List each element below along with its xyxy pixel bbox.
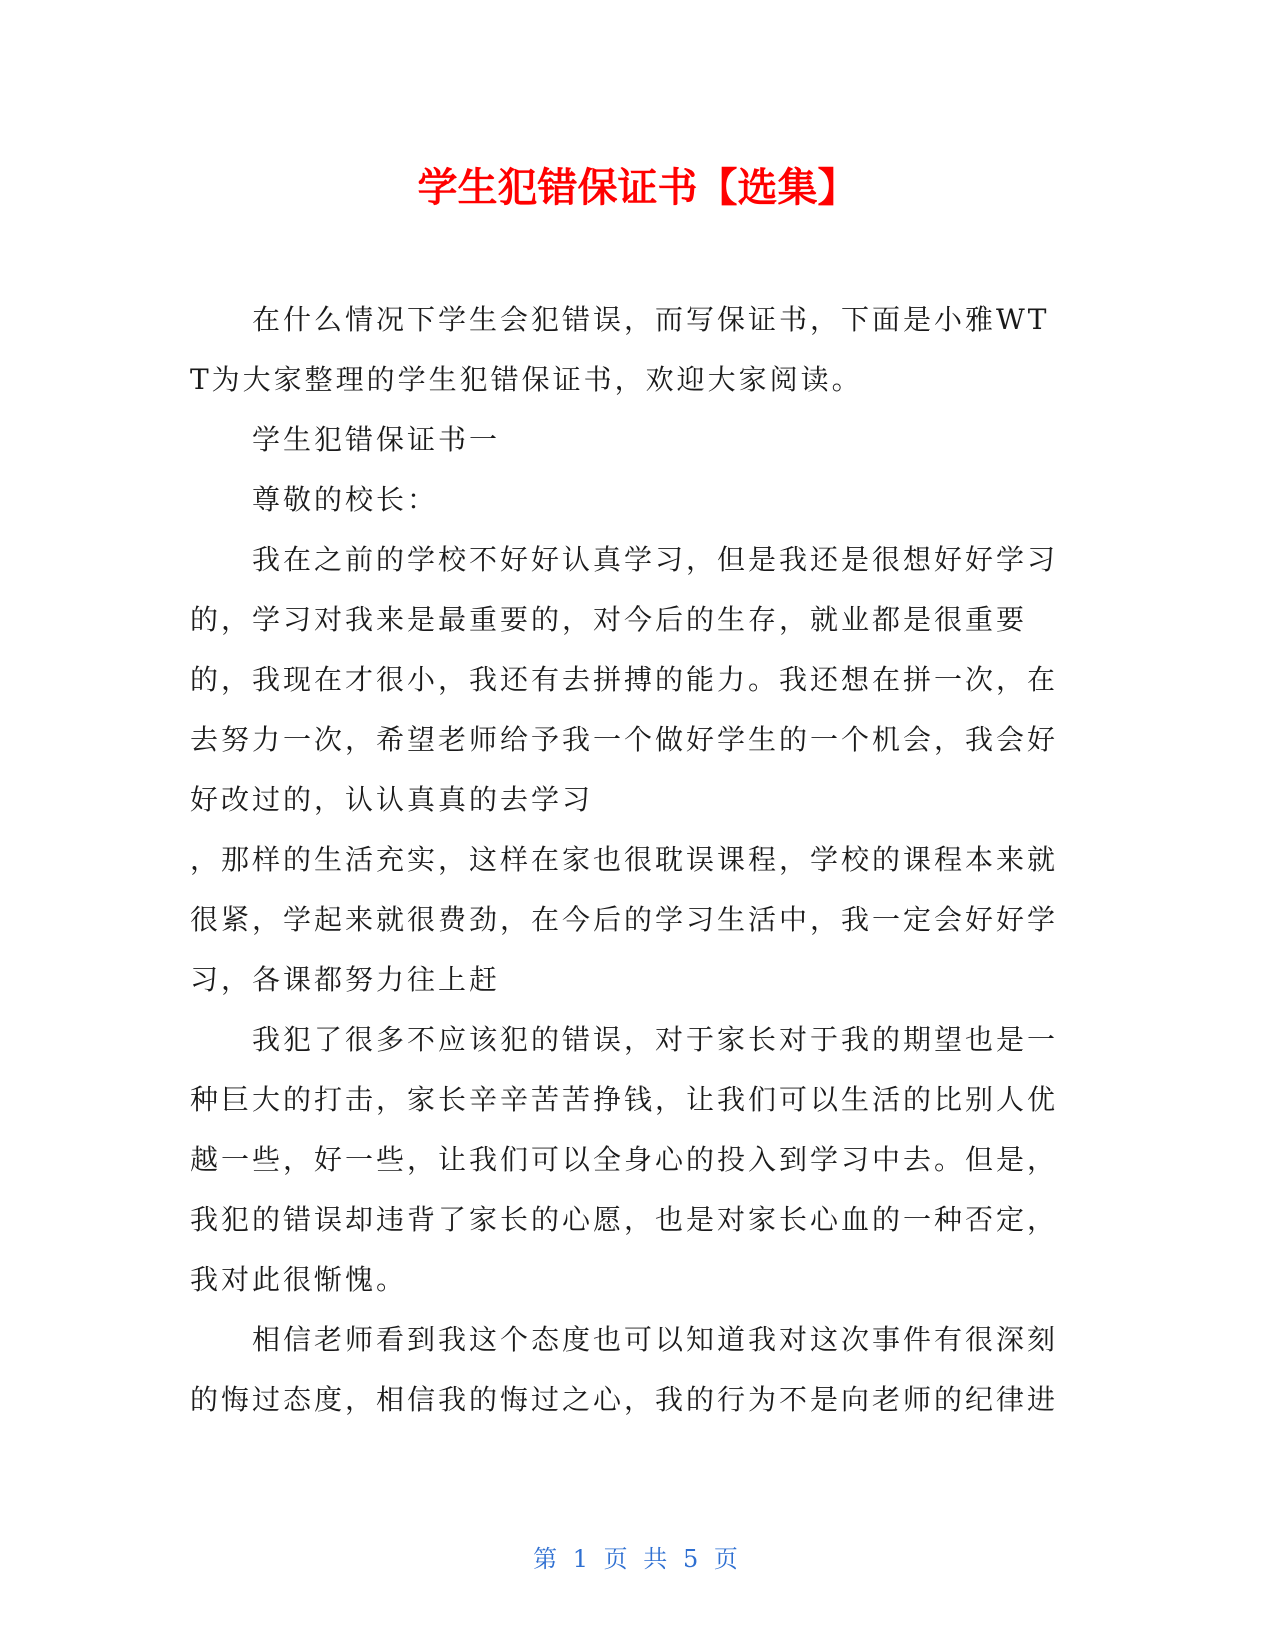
salutation: 尊敬的校长： <box>252 483 439 516</box>
paragraph-repentance: 相信老师看到我这个态度也可以知道我对这次事件有很深刻的悔过态度，相信我的悔过之心，我的行为不是向老师的纪律进 <box>190 1323 1059 1416</box>
paragraph-parents: 我犯了很多不应该犯的错误，对于家长对于我的期望也是一种巨大的打击，家长辛辛苦苦挣钱，让我们可以生活的比别人优越一些，好一些，让我们可以全身心的投入到学习中去。但是，我犯的错误却违背了家长的心愿，也是对家长心血的一种否定，我对此很惭愧。 <box>190 1023 1059 1296</box>
paragraph-intro: 在什么情况下学生会犯错误，而写保证书，下面是小雅WTT为大家整理的学生犯错保证书，欢迎大家阅读。 <box>190 303 1050 396</box>
section-heading: 学生犯错保证书一 <box>252 423 501 456</box>
document-title: 学生犯错保证书【选集】 <box>417 165 858 211</box>
document-body <box>190 290 1070 1430</box>
paragraph-continuation: ，那样的生活充实，这样在家也很耽误课程，学校的课程本来就很紧，学起来就很费劲，在今后的学习生活中，我一定会好好学习，各课都努力往上赶 <box>190 843 1059 996</box>
page-number: 第 1 页 共 5 页 <box>533 1545 742 1573</box>
paragraph-study: 我在之前的学校不好好认真学习，但是我还是很想好好学习的，学习对我来是最重要的，对今后的生存，就业都是很重要的，我现在才很小，我还有去拼搏的能力。我还想在拼一次，在去努力一次，希望老师给予我一个做好学生的一个机会，我会好好改过的，认认真真的去学习 <box>190 543 1059 816</box>
